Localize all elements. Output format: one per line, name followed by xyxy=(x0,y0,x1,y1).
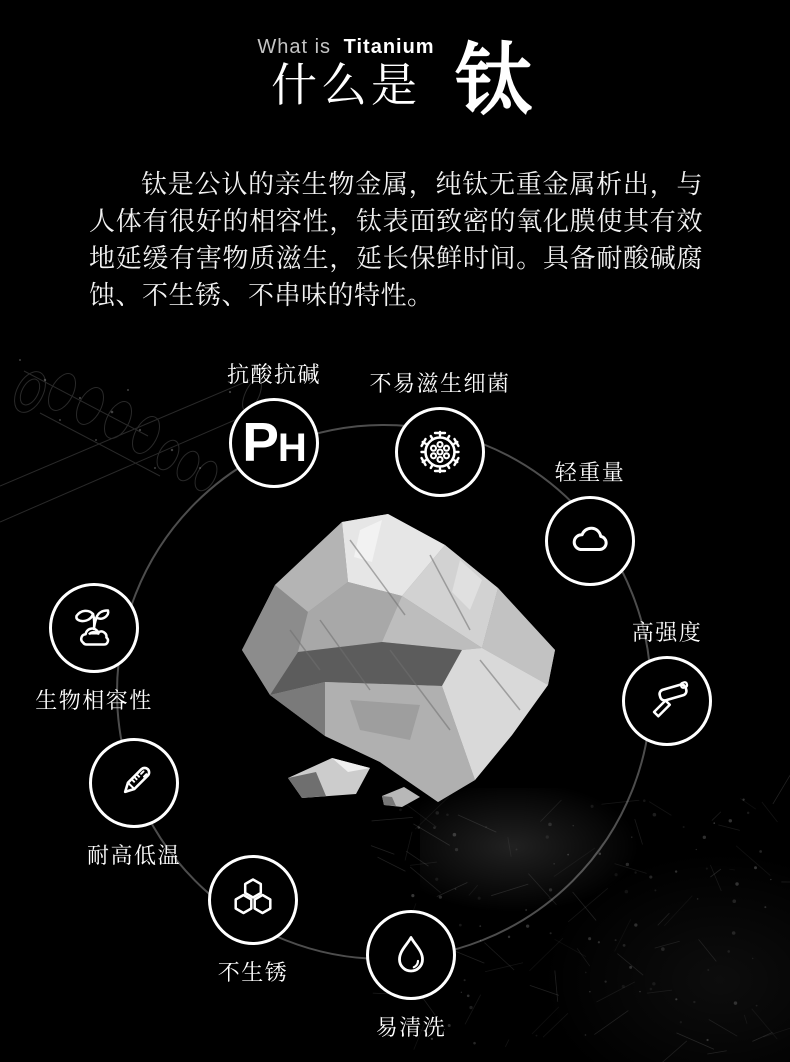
hexagon-molecule-icon xyxy=(208,855,298,945)
water-drop-icon xyxy=(366,910,456,1000)
feature-label: 抗酸抗碱 xyxy=(226,362,322,387)
eyebrow-light: What is xyxy=(257,36,332,58)
titanium-ore-image xyxy=(230,500,570,820)
feature-label: 易清洗 xyxy=(375,1015,447,1040)
page-title-highlight: 钛 xyxy=(454,36,533,125)
feature-label: 耐高低温 xyxy=(86,843,182,868)
bacteria-icon xyxy=(395,407,485,497)
feature-label: 不易滋生细菌 xyxy=(369,371,511,396)
cloud-icon xyxy=(545,496,635,586)
thermometer-icon xyxy=(89,738,179,828)
hammer-icon xyxy=(622,656,712,746)
eyebrow-text xyxy=(257,36,434,59)
feature-label: 不生锈 xyxy=(217,960,289,985)
sprout-icon xyxy=(49,583,139,673)
page-title: 什么是 xyxy=(270,59,421,111)
page-header xyxy=(0,36,790,125)
intro-paragraph: 钛是公认的亲生物金属，纯钛无重金属析出，与人体有很好的相容性，钛表面致密的氧化膜使其有效地延缓有害物质滋生，延长保鲜时间。具备耐酸碱腐蚀、不生锈、不串味的特性。 xyxy=(89,169,703,310)
eyebrow-bold: Titanium xyxy=(343,36,435,58)
wireframe-dots-decoration xyxy=(19,359,231,469)
feature-label: 轻重量 xyxy=(554,460,626,485)
feature-label: 高强度 xyxy=(631,620,703,645)
feature-label: 生物相容性 xyxy=(35,688,153,713)
ph-icon-text: PH xyxy=(242,410,306,473)
ph-symbol-icon xyxy=(229,398,319,488)
